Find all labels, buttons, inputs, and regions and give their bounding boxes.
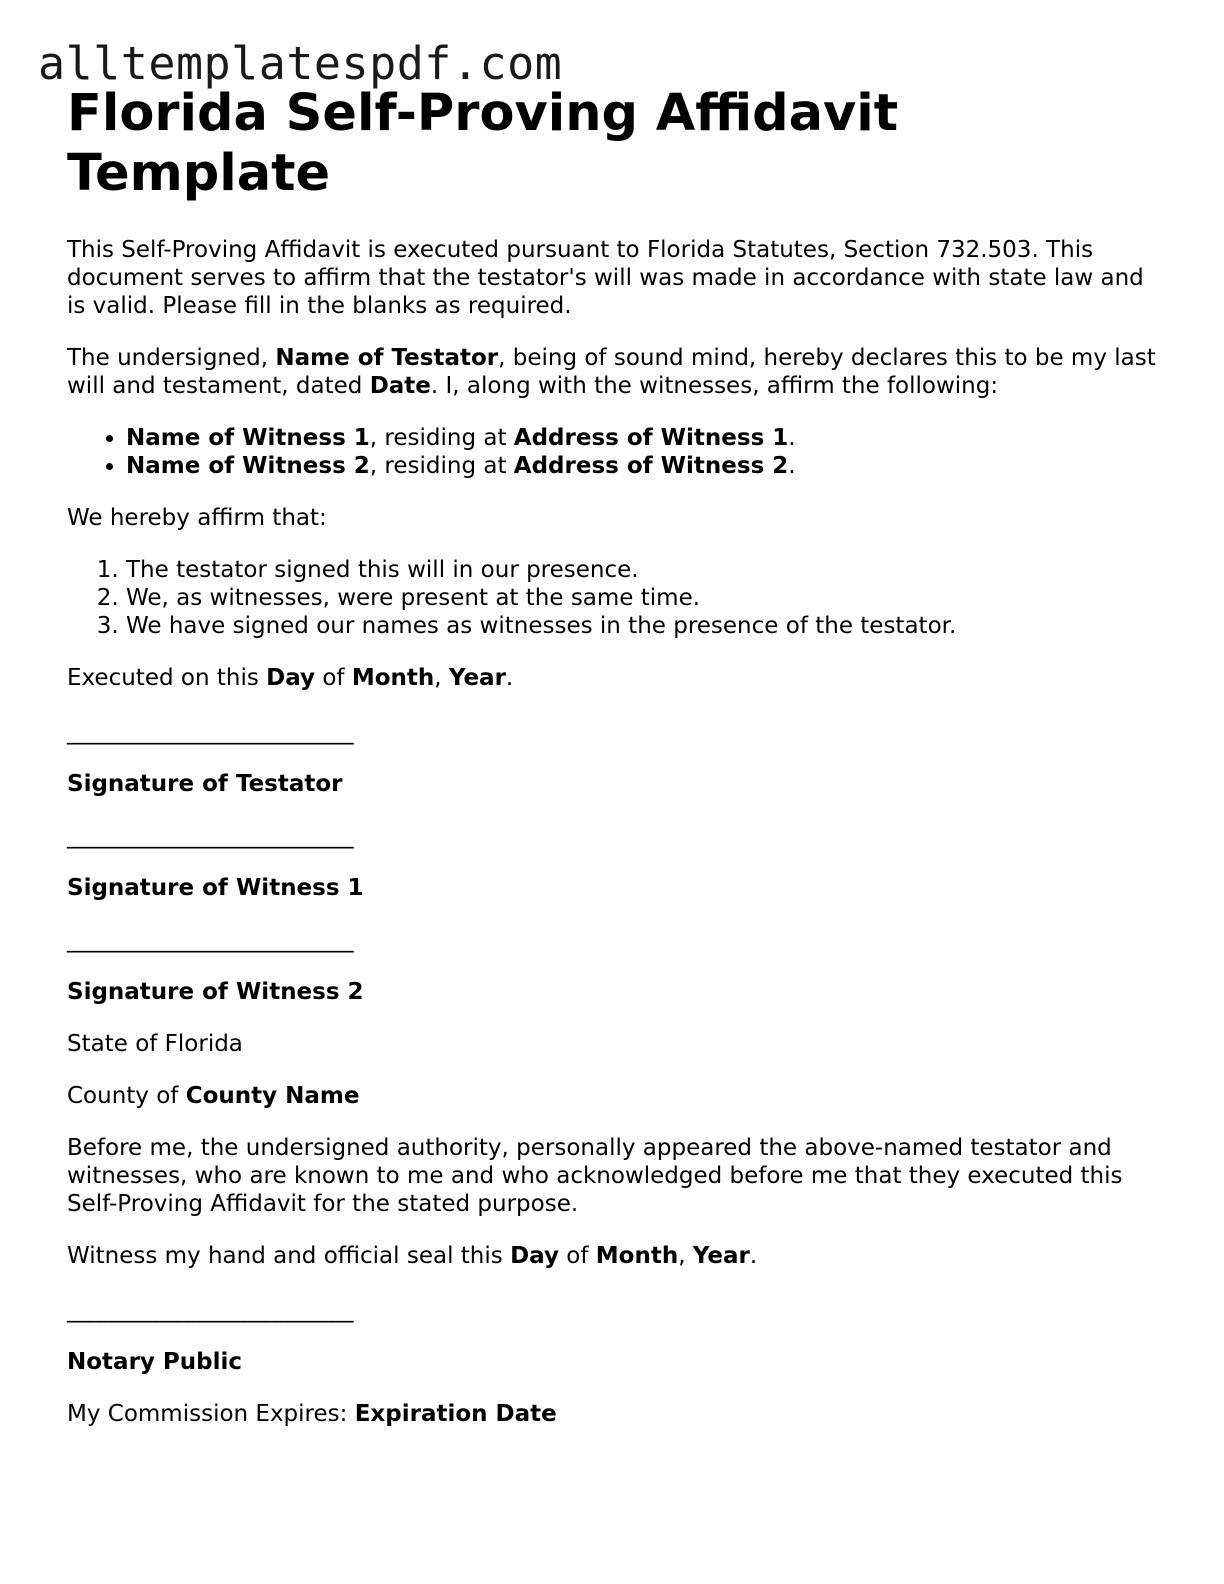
witness-2-signature-label: Signature of Witness 2 [67, 979, 364, 1005]
notary-statement: Before me, the undersigned authority, personally appeared the above-named testator and witnesses, who are known to me and who acknowledged before me that they executed this Self-Proving Affidavit for the stated purpose. [67, 1135, 1123, 1217]
executed-day-field: Day [266, 665, 316, 691]
witness-2-address-field: Address of Witness 2 [513, 453, 789, 479]
executed-year-field: Year [448, 665, 506, 691]
testator-signature-line: __________________________ [67, 719, 353, 745]
witness-1-signature-label: Signature of Witness 1 [67, 875, 364, 901]
will-date-field: Date [369, 373, 431, 399]
watermark-text: alltemplatespdf.com [38, 37, 563, 90]
document-body [67, 84, 1167, 1428]
county-name-field: County Name [185, 1083, 360, 1109]
witness-1-end: . [788, 425, 796, 451]
executed-line [67, 664, 1167, 692]
witness-1-connector: , residing at [369, 425, 514, 451]
commission-expiration-field: Expiration Date [354, 1401, 557, 1427]
executed-end: . [505, 665, 514, 691]
county-prefix: County of [67, 1083, 186, 1109]
notary-signature-line: __________________________ [67, 1297, 353, 1323]
seal-year-field: Year [692, 1243, 750, 1269]
affirmation-list [67, 556, 1167, 640]
declaration-suffix: . I, along with the witnesses, affirm the following: [430, 373, 999, 399]
witness-2-connector: , residing at [369, 453, 514, 479]
seal-line [67, 1242, 1167, 1270]
witness-item-1 [126, 424, 1167, 452]
witness-list [67, 424, 1167, 480]
witness-1-address-field: Address of Witness 1 [513, 425, 789, 451]
seal-month-field: Month [595, 1243, 679, 1269]
intro-paragraph: This Self-Proving Affidavit is executed pursuant to Florida Statutes, Section 732.503. This document serves to affirm that the testator's will was made in accordance with state law and is valid. Please fill in the blanks as required. [67, 237, 1144, 319]
county-line [67, 1082, 1167, 1110]
seal-end: . [749, 1243, 758, 1269]
witness-2-end: . [788, 453, 796, 479]
state-line: State of Florida [67, 1031, 243, 1057]
notary-public-label: Notary Public [67, 1349, 243, 1375]
witness-1-signature-line: __________________________ [67, 823, 353, 849]
seal-prefix: Witness my hand and official seal this [67, 1243, 511, 1269]
seal-day-field: Day [510, 1243, 559, 1269]
testator-signature-label: Signature of Testator [67, 771, 343, 797]
witness-item-2 [126, 452, 1167, 480]
page-title: Florida Self-Proving Affidavit Template [67, 84, 899, 203]
executed-comma: , [434, 665, 449, 691]
declaration-paragraph [67, 344, 1167, 400]
testator-name-field: Name of Testator [275, 345, 499, 371]
affirmation-item: 3. We have signed our names as witnesses in the presence of the testator. [126, 612, 1167, 640]
executed-of: of [315, 665, 352, 691]
witness-1-name-field: Name of Witness 1 [126, 425, 370, 451]
commission-line [67, 1400, 1167, 1428]
affirmation-item: 1. The testator signed this will in our presence. [126, 556, 1167, 584]
witness-2-name-field: Name of Witness 2 [126, 453, 370, 479]
commission-prefix: My Commission Expires: [67, 1401, 355, 1427]
seal-comma: , [678, 1243, 693, 1269]
seal-of: of [558, 1243, 596, 1269]
declaration-middle: , being of sound mind, hereby declares this to be my last will and testament, dated [67, 345, 1156, 399]
affirm-intro: We hereby affirm that: [67, 505, 327, 531]
witness-2-signature-line: __________________________ [67, 927, 353, 953]
executed-month-field: Month [351, 665, 435, 691]
executed-prefix: Executed on this [67, 665, 267, 691]
affirmation-item: 2. We, as witnesses, were present at the same time. [126, 584, 1167, 612]
declaration-prefix: The undersigned, [67, 345, 276, 371]
